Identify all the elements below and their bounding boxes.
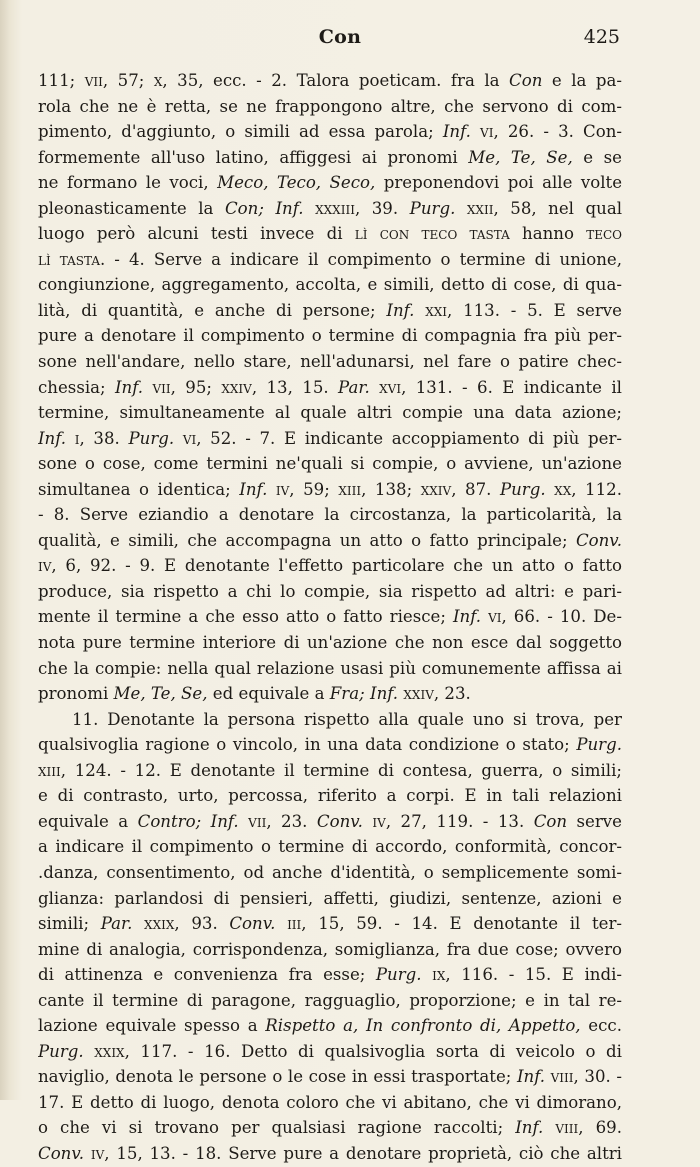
text-run: nota pure termine interiore di un'azione che non esce dal soggetto <box>38 633 622 653</box>
text-run <box>546 480 555 499</box>
text-run <box>264 199 276 218</box>
text-run: , 15, 13. - 18. Serve pure a denotare proprietà, ciò che altri <box>104 1143 622 1163</box>
text-line <box>38 579 622 605</box>
text-run: congiunzione, aggregamento, accolta, e simili, detto di cose, di qua- <box>38 275 622 295</box>
small-caps-numeral: iv <box>372 811 386 831</box>
text-run: luogo però alcuni testi invece di <box>38 224 355 244</box>
text-run: e se <box>572 147 622 167</box>
text-run: , 27, 119. - 13. <box>385 811 534 831</box>
text-run: , 113. - 5. E serve <box>447 300 622 320</box>
text-run <box>201 812 210 831</box>
text-run: , 38. <box>79 428 129 448</box>
text-run: e la pa- <box>542 71 622 90</box>
small-caps-numeral: vi <box>488 607 502 627</box>
italic-reference: Inf. <box>516 1067 546 1087</box>
italic-reference: Purg. <box>128 428 175 448</box>
text-run: 11. Denotante la persona rispetto alla quale uno si trova, per <box>72 709 622 729</box>
small-caps-numeral: xiii <box>38 760 61 780</box>
italic-reference: Inf. <box>275 198 304 218</box>
italic-reference: Fra; <box>329 684 365 704</box>
text-run: ecc. <box>580 1016 622 1036</box>
text-line <box>38 1039 622 1065</box>
small-caps-numeral: xxiv <box>403 684 434 704</box>
text-run: cante il termine di paragone, ragguaglio, proporzione; e in tal re- <box>38 990 622 1010</box>
text-run: , 58, nel qual <box>493 198 622 218</box>
text-line <box>38 502 622 528</box>
text-line <box>38 886 622 912</box>
small-caps-numeral: xx <box>554 479 572 499</box>
small-caps-numeral: iv <box>38 556 52 576</box>
small-caps-numeral: iii <box>287 914 302 934</box>
text-run: ne formano le voci, <box>38 173 218 193</box>
text-line <box>38 298 622 324</box>
italic-reference: Inf. <box>38 428 67 448</box>
text-run: - 8. Serve eziandio a denotare la circostanza, la particolarità, la <box>38 505 622 525</box>
text-line <box>38 834 622 860</box>
small-caps-numeral: vii <box>84 71 103 90</box>
text-run: , 69. <box>578 1118 622 1138</box>
text-run: , 52. - 7. E indicante accoppiamento di più per- <box>196 428 622 448</box>
text-run <box>304 199 316 218</box>
text-run: , 112. <box>571 479 622 499</box>
text-line <box>38 170 622 196</box>
text-line <box>38 962 622 988</box>
text-run <box>174 429 183 448</box>
small-caps-numeral: xxi <box>425 300 448 320</box>
italic-reference: Purg. <box>375 965 422 985</box>
text-run: simultanea o identica; <box>38 479 240 499</box>
small-caps-numeral: xvi <box>379 377 402 397</box>
italic-reference: Par. <box>338 377 370 397</box>
italic-reference: Purg. <box>499 479 546 499</box>
italic-reference: Inf. <box>370 684 399 704</box>
text-line <box>38 1090 622 1116</box>
text-run: di attinenza e convenienza fra esse; <box>38 965 376 985</box>
small-caps-numeral: vi <box>182 428 197 448</box>
text-run: , 87. <box>451 479 500 499</box>
text-line <box>38 732 622 758</box>
text-line <box>38 221 622 247</box>
text-line <box>38 349 622 375</box>
italic-reference: Inf. <box>115 377 144 397</box>
text-run: rola che ne è retta, se ne frappongono altre, che servono di com- <box>38 96 622 116</box>
text-line <box>38 375 622 401</box>
text-run <box>275 914 287 933</box>
text-run: mente il termine a che esso atto o fatto riesce; <box>38 607 453 627</box>
text-line <box>38 1064 622 1090</box>
text-run: , 26. - 3. Con- <box>493 122 622 142</box>
text-run: lazione equivale spesso a <box>38 1016 266 1036</box>
italic-reference: Purg. <box>576 735 622 755</box>
text-run: . - 4. Serve a indicare il compimento o termine di unione, <box>100 249 622 269</box>
small-caps-numeral: x <box>153 71 163 90</box>
small-caps-numeral: xxix <box>94 1041 125 1061</box>
text-run: sone o cose, come termini ne'quali si compie, o avviene, un'azione <box>38 454 622 474</box>
text-line <box>38 196 622 222</box>
text-line <box>38 400 622 426</box>
text-line <box>38 323 622 349</box>
small-caps-numeral: vii <box>248 811 267 831</box>
text-line <box>38 783 622 809</box>
italic-reference: Contro; <box>137 811 202 831</box>
text-line <box>38 119 622 145</box>
text-run: , 131. - 6. E indicante il <box>401 377 622 397</box>
text-run: o che vi si trovano per qualsiasi ragione raccolti; <box>38 1118 516 1138</box>
text-line <box>38 247 622 273</box>
small-caps-numeral: xxii <box>466 198 494 218</box>
text-run: , 30. - <box>573 1067 622 1087</box>
text-run: , 35, ecc. - 2. Talora poeticam. fra la <box>162 71 510 90</box>
text-run: qualsivoglia ragione o vincolo, in una data condizione o stato; <box>38 735 577 755</box>
text-line <box>38 681 622 707</box>
text-line <box>38 553 622 579</box>
text-line <box>38 68 622 94</box>
text-line <box>38 630 622 656</box>
italic-reference: Con <box>533 811 568 831</box>
small-caps-numeral: xxix <box>144 914 175 934</box>
text-run <box>471 122 480 141</box>
italic-reference: Conv. <box>575 530 622 550</box>
text-run: , 124. - 12. E denotante il termine di contesa, guerra, o simili; <box>60 760 622 780</box>
text-run: e di contrasto, urto, percossa, riferito a corpi. E in tali relazioni <box>38 786 622 806</box>
text-run: , 93. <box>174 914 230 934</box>
italic-reference: Conv. <box>38 1143 85 1163</box>
text-run: , 23. <box>433 684 471 704</box>
text-line <box>38 272 622 298</box>
text-run <box>455 199 467 218</box>
text-line <box>38 1013 622 1039</box>
text-line <box>38 528 622 554</box>
italic-reference: Inf. <box>442 122 471 142</box>
text-run <box>414 301 425 320</box>
small-caps-numeral: vii <box>152 377 171 397</box>
text-run: glianza: parlandosi di pensieri, affetti, giudizi, sentenze, azioni e <box>38 888 622 908</box>
italic-reference: Purg. <box>38 1041 84 1061</box>
italic-reference: Conv. <box>316 811 363 831</box>
page-number: 425 <box>583 26 620 48</box>
italic-reference: Inf. <box>210 811 239 831</box>
text-run: a indicare il compimento o termine di accordo, conformità, concor- <box>38 837 622 857</box>
running-head: Con <box>318 26 362 48</box>
page-header <box>60 24 620 54</box>
text-run: 17. E detto di luogo, denota coloro che vi abitano, che vi dimorano, <box>38 1092 622 1112</box>
text-run: hanno <box>509 224 587 244</box>
small-caps-numeral: xxiv <box>221 377 252 397</box>
text-line <box>38 860 622 886</box>
text-run: preponendovi poi alle volte <box>375 173 622 193</box>
text-run: pure a denotare il compimento o termine di compagnia fra più per- <box>38 326 622 346</box>
italic-reference: Meco, Teco, Seco, <box>217 173 376 193</box>
dictionary-entry-text <box>38 68 622 1167</box>
text-line <box>38 451 622 477</box>
text-run: termine, simultaneamente al quale altri compie una data azione; <box>38 403 622 423</box>
text-run: , 6, 92. - 9. E denotante l'effetto particolare che un atto o fatto <box>51 556 622 576</box>
text-run: , 95; <box>170 377 222 397</box>
text-run: , 39. <box>354 198 410 218</box>
text-run <box>84 1042 95 1061</box>
text-line <box>38 1115 622 1141</box>
small-caps-numeral: lì tasta <box>38 249 100 269</box>
text-run <box>370 378 379 397</box>
text-run <box>543 1118 555 1137</box>
text-run: , 57; <box>102 71 154 90</box>
italic-reference: Con; <box>224 198 264 218</box>
text-run: mine di analogia, corrispondenza, somiglianza, fra due cose; ovvero <box>38 939 622 959</box>
italic-reference: Rispetto a, In confronto di, Appetto, <box>265 1016 581 1036</box>
text-run: produce, sia rispetto a chi lo compie, sia rispetto ad altri: e pari- <box>38 581 622 601</box>
text-line <box>38 477 622 503</box>
text-run: , 15, 59. - 14. E denotante il ter- <box>301 914 622 934</box>
text-run: , 138; <box>361 479 421 499</box>
small-caps-numeral: viii <box>555 1118 579 1138</box>
text-run: , 116. - 15. E indi- <box>445 965 622 985</box>
text-line <box>38 988 622 1014</box>
text-run: lità, di quantità, e anche di persone; <box>38 300 387 320</box>
text-line <box>38 604 622 630</box>
small-caps-numeral: xiii <box>338 479 362 499</box>
small-caps-numeral: i <box>74 428 80 448</box>
text-run: serve <box>567 811 622 831</box>
text-run <box>66 429 75 448</box>
text-run: , 66. - 10. De- <box>501 607 622 627</box>
text-run: .danza, consentimento, od anche d'identità, o semplicemente somi- <box>38 862 622 882</box>
text-run: sone nell'andare, nello stare, nell'adunarsi, nel fare o patire chec- <box>38 352 622 372</box>
small-caps-numeral: ix <box>432 965 446 985</box>
text-line <box>38 145 622 171</box>
text-line <box>38 937 622 963</box>
italic-reference: Inf. <box>515 1118 544 1138</box>
text-run <box>363 812 372 831</box>
text-run: formemente all'uso latino, affiggesi ai pronomi <box>38 147 469 167</box>
text-run <box>267 480 276 499</box>
small-caps-numeral: xxiv <box>420 479 452 499</box>
italic-reference: Inf. <box>452 607 482 627</box>
small-caps-numeral: viii <box>550 1067 574 1087</box>
text-run: qualità, e simili, che accompagna un atto o fatto principale; <box>38 530 576 550</box>
italic-reference: Inf. <box>239 479 268 499</box>
small-caps-numeral: iv <box>275 479 290 499</box>
text-line <box>38 809 622 835</box>
text-run: pleonasticamente la <box>38 198 225 218</box>
text-run: che la compie: nella qual relazione usasi più comunemente affissa ai <box>38 658 622 678</box>
text-run: simili; <box>38 914 101 934</box>
text-run: , 13, 15. <box>251 377 339 397</box>
text-line <box>38 1141 622 1167</box>
text-line <box>38 656 622 682</box>
text-line <box>38 758 622 784</box>
small-caps-numeral: vi <box>480 122 494 142</box>
text-run: , 23. <box>266 811 317 831</box>
text-run: equivale a <box>38 811 138 831</box>
text-run: pronomi <box>38 684 114 704</box>
italic-reference: Purg. <box>409 198 456 218</box>
text-run: ed equivale a <box>207 684 330 704</box>
text-line <box>38 426 622 452</box>
text-line <box>38 911 622 937</box>
text-line <box>38 94 622 120</box>
italic-reference: Me, Te, Se, <box>468 147 573 167</box>
text-run: , 59; <box>289 479 339 499</box>
text-run <box>132 914 144 933</box>
text-run <box>422 965 433 984</box>
small-caps-numeral: iv <box>90 1143 105 1163</box>
text-line <box>38 707 622 733</box>
text-run <box>84 1144 91 1163</box>
italic-reference: Me, Te, Se, <box>113 684 208 704</box>
text-run <box>239 812 248 831</box>
text-run: , 117. - 16. Detto di qualsivoglia sorta di veicolo o di <box>124 1041 622 1061</box>
text-run: naviglio, denota le persone o le cose in essi trasportate; <box>38 1067 517 1087</box>
text-run: 111; <box>38 71 85 90</box>
text-run: chessia; <box>38 377 115 397</box>
text-run: pimento, d'aggiunto, o simili ad essa parola; <box>38 122 443 142</box>
italic-reference: Par. <box>100 914 133 934</box>
italic-reference: Inf. <box>386 300 415 320</box>
small-caps-numeral: xxxiii <box>315 198 355 218</box>
italic-reference: Conv. <box>229 914 276 934</box>
italic-reference: Con <box>509 71 543 90</box>
small-caps-numeral: teco <box>586 224 622 244</box>
small-caps-numeral: lì con teco tasta <box>354 224 510 244</box>
